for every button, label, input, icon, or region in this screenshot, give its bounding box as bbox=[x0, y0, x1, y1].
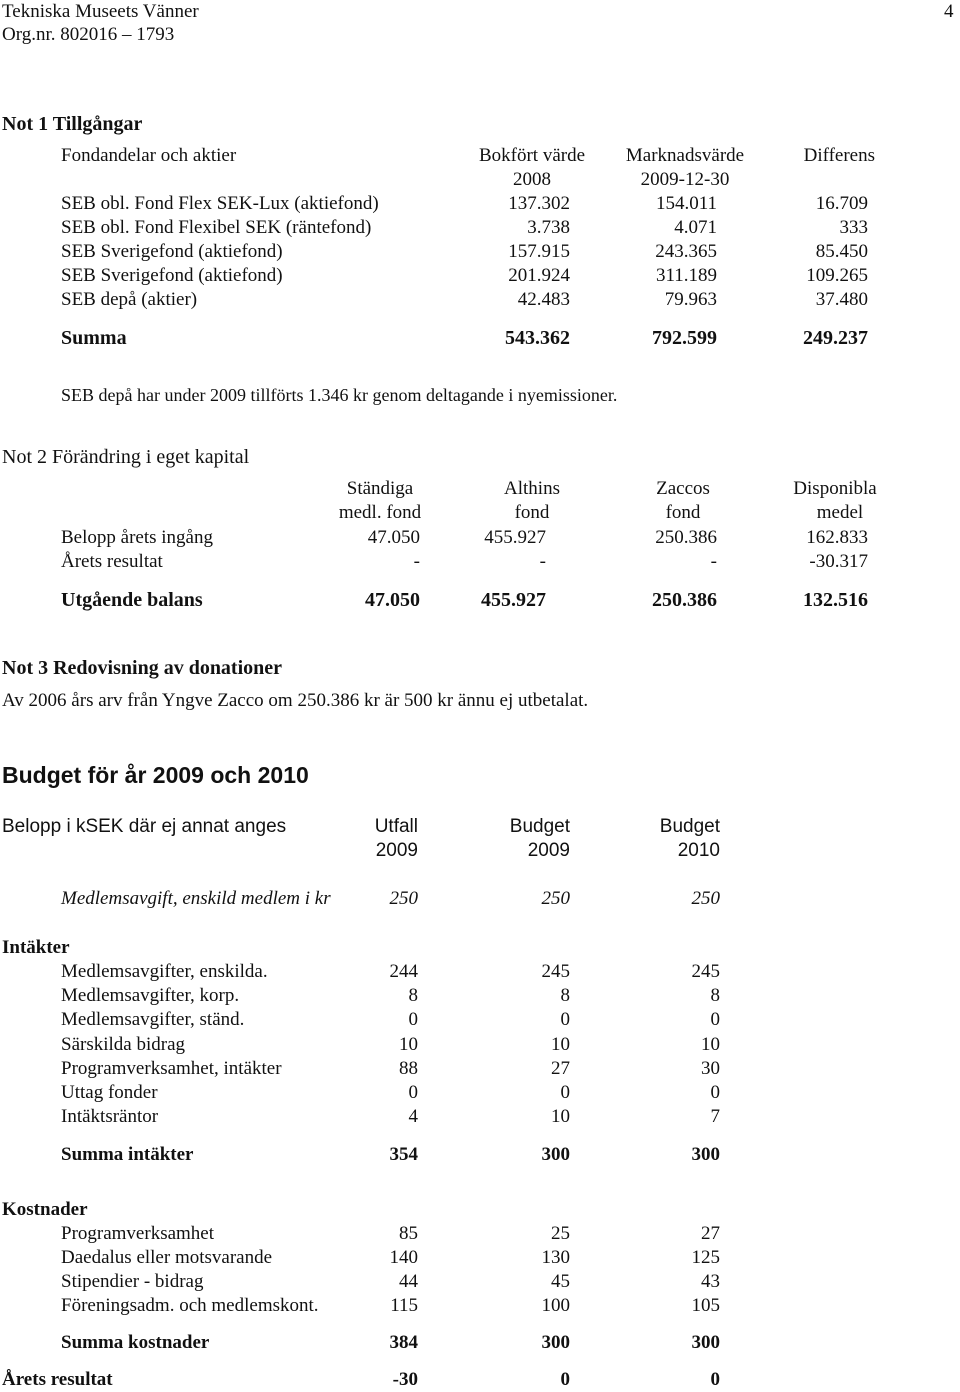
budget-income-sum-row bbox=[0, 1145, 960, 1167]
note2-row-resultat bbox=[0, 552, 960, 574]
note1-sum-book: 543.362 bbox=[505, 327, 570, 349]
note2-total-cell: 132.516 bbox=[803, 589, 868, 611]
budget-fee-cell: 250 bbox=[691, 888, 720, 909]
note1-row-diff: 85.450 bbox=[815, 241, 868, 262]
note2-cell: - bbox=[413, 551, 420, 572]
note1-sum-diff: 249.237 bbox=[803, 327, 868, 349]
budget-col-utfall: Utfall bbox=[374, 816, 418, 837]
budget-income-sum-cell: 300 bbox=[691, 1144, 720, 1165]
budget-cost-name: Programverksamhet bbox=[61, 1223, 215, 1244]
budget-cost-cell: 43 bbox=[701, 1271, 720, 1292]
note2-total-cell: 250.386 bbox=[652, 589, 717, 611]
note2-col-standiga-sub: medl. fond bbox=[338, 502, 422, 523]
budget-fee-row bbox=[0, 889, 960, 911]
budget-income-cell: 10 bbox=[551, 1106, 570, 1128]
budget-cost-row bbox=[0, 1248, 960, 1270]
note3-text: Av 2006 års arv från Yngve Zacco om 250.386 kr är 500 kr ännu ej utbetalat. bbox=[2, 690, 589, 711]
budget-income-name: Medlemsavgifter, enskilda. bbox=[61, 961, 268, 982]
note2-col-zaccos: Zaccos bbox=[656, 478, 710, 499]
budget-cost-name: Stipendier - bidrag bbox=[61, 1271, 204, 1292]
budget-income-cell: 30 bbox=[701, 1057, 720, 1079]
note1-row-name: SEB obl. Fond Flexibel SEK (räntefond) bbox=[61, 217, 372, 238]
note1-col-diff: Differens bbox=[803, 145, 875, 166]
note1-row bbox=[0, 218, 960, 240]
budget-cost-cell: 45 bbox=[551, 1271, 570, 1292]
budget-col-budget-2009: Budget bbox=[509, 816, 570, 837]
note2-col-standiga: Ständiga bbox=[346, 478, 414, 499]
note2-cell: - bbox=[539, 551, 546, 572]
note1-sum-row bbox=[0, 328, 960, 350]
note2-col-disponibla: Disponibla bbox=[793, 478, 877, 499]
note1-row-market: 243.365 bbox=[655, 241, 717, 262]
budget-cost-row bbox=[0, 1272, 960, 1294]
note1-footnote: SEB depå har under 2009 tillförts 1.346 kr genom deltagande i nyemissioner. bbox=[61, 385, 618, 405]
budget-cost-cell: 85 bbox=[399, 1223, 418, 1244]
note1-row bbox=[0, 290, 960, 312]
note2-col-disponibla-sub: medel bbox=[816, 502, 864, 523]
budget-income-cell: 10 bbox=[399, 1033, 418, 1055]
budget-cost-cell: 115 bbox=[390, 1295, 418, 1316]
budget-col-budget-2010: Budget bbox=[659, 816, 720, 837]
budget-income-row bbox=[0, 986, 960, 1008]
note2-header-row-2 bbox=[0, 503, 960, 525]
note2-total-cell: 47.050 bbox=[365, 589, 420, 611]
note1-row-name: SEB obl. Fond Flex SEK-Lux (aktiefond) bbox=[61, 193, 379, 214]
note1-col-label: Fondandelar och aktier bbox=[61, 145, 237, 166]
budget-cost-name: Daedalus eller motsvarande bbox=[61, 1247, 273, 1268]
budget-title: Budget för år 2009 och 2010 bbox=[2, 762, 309, 788]
budget-income-cell: 245 bbox=[691, 961, 720, 982]
budget-cost-sum-label: Summa kostnader bbox=[61, 1332, 210, 1353]
budget-col-utfall-year: 2009 bbox=[375, 840, 418, 861]
budget-income-cell: 8 bbox=[710, 985, 720, 1007]
note1-row-market: 79.963 bbox=[664, 289, 717, 310]
budget-income-cell: 8 bbox=[408, 985, 418, 1007]
note2-total-cell: 455.927 bbox=[481, 589, 546, 611]
budget-income-cell: 245 bbox=[541, 961, 570, 982]
note1-row-name: SEB Sverigefond (aktiefond) bbox=[61, 265, 283, 286]
note2-cell: 455.927 bbox=[484, 527, 546, 548]
budget-cost-sum-cell: 300 bbox=[691, 1332, 720, 1353]
org-number: Org.nr. 802016 – 1793 bbox=[2, 24, 175, 45]
note2-header-row-1 bbox=[0, 479, 960, 501]
note2-total-row bbox=[0, 590, 960, 612]
budget-cost-title: Kostnader bbox=[2, 1199, 88, 1220]
note2-row-label: Årets resultat bbox=[61, 551, 163, 572]
note2-cell: 162.833 bbox=[806, 527, 868, 548]
budget-income-name: Programverksamhet, intäkter bbox=[61, 1057, 282, 1079]
note3-title: Not 3 Redovisning av donationer bbox=[2, 657, 283, 679]
budget-income-sum-label: Summa intäkter bbox=[61, 1144, 194, 1165]
budget-cost-cell: 25 bbox=[551, 1223, 570, 1244]
budget-income-name: Medlemsavgifter, ständ. bbox=[61, 1009, 245, 1031]
budget-col-budget-2009-year: 2009 bbox=[527, 840, 570, 861]
note1-col-book-year: 2008 bbox=[513, 169, 551, 190]
org-name: Tekniska Museets Vänner bbox=[2, 1, 199, 22]
note2-cell: 250.386 bbox=[655, 527, 717, 548]
budget-result-cell: -30 bbox=[392, 1369, 418, 1390]
note2-total-label: Utgående balans bbox=[61, 589, 203, 611]
budget-cost-cell: 140 bbox=[389, 1247, 418, 1268]
budget-col-budget-2010-year: 2010 bbox=[677, 840, 720, 861]
budget-fee-cell: 250 bbox=[389, 888, 418, 909]
budget-income-row bbox=[0, 1059, 960, 1081]
budget-income-sum-cell: 354 bbox=[389, 1144, 418, 1165]
note1-row-book: 42.483 bbox=[517, 289, 570, 310]
budget-income-cell: 0 bbox=[710, 1009, 720, 1031]
budget-header-row-2 bbox=[0, 841, 960, 863]
budget-income-row bbox=[0, 1083, 960, 1105]
note1-row-diff: 333 bbox=[839, 217, 868, 238]
budget-result-cell: 0 bbox=[710, 1369, 720, 1390]
page-number: 4 bbox=[944, 1, 954, 22]
note1-row bbox=[0, 194, 960, 216]
note2-title: Not 2 Förändring i eget kapital bbox=[2, 446, 250, 468]
note2-cell: -30.317 bbox=[809, 551, 868, 572]
note1-row-book: 201.924 bbox=[508, 265, 570, 286]
note2-col-althins: Althins bbox=[504, 478, 560, 499]
budget-income-row bbox=[0, 1010, 960, 1032]
note1-sum-label: Summa bbox=[61, 327, 127, 349]
budget-cost-cell: 125 bbox=[691, 1247, 720, 1268]
note1-header-row-1 bbox=[0, 146, 960, 168]
budget-income-name: Särskilda bidrag bbox=[61, 1033, 186, 1055]
budget-fee-label: Medlemsavgift, enskild medlem i kr bbox=[61, 888, 331, 909]
budget-income-cell: 4 bbox=[408, 1106, 418, 1128]
budget-cost-row bbox=[0, 1224, 960, 1246]
budget-cost-sum-cell: 300 bbox=[541, 1332, 570, 1353]
note1-row bbox=[0, 266, 960, 288]
budget-cost-name: Föreningsadm. och medlemskont. bbox=[61, 1295, 319, 1316]
budget-income-cell: 7 bbox=[710, 1106, 720, 1128]
budget-cost-cell: 100 bbox=[541, 1295, 570, 1316]
budget-income-cell: 0 bbox=[560, 1082, 570, 1103]
note1-row bbox=[0, 242, 960, 264]
note1-row-diff: 109.265 bbox=[806, 265, 868, 286]
budget-income-name: Medlemsavgifter, korp. bbox=[61, 985, 240, 1007]
note1-row-book: 137.302 bbox=[508, 193, 570, 214]
budget-income-name: Uttag fonder bbox=[61, 1082, 158, 1103]
note1-header-row-2 bbox=[0, 170, 960, 192]
note1-row-market: 4.071 bbox=[674, 217, 717, 238]
budget-income-cell: 10 bbox=[701, 1033, 720, 1055]
note1-col-market: Marknadsvärde bbox=[625, 145, 745, 166]
budget-income-row bbox=[0, 1107, 960, 1129]
budget-header-row-1 bbox=[0, 817, 960, 839]
budget-result-label: Årets resultat bbox=[2, 1369, 113, 1390]
note2-cell: 47.050 bbox=[367, 527, 420, 548]
budget-income-row bbox=[0, 1035, 960, 1057]
budget-income-cell: 244 bbox=[389, 961, 418, 982]
note1-row-market: 311.189 bbox=[655, 265, 717, 286]
note1-col-market-date: 2009-12-30 bbox=[640, 169, 730, 190]
budget-income-cell: 0 bbox=[408, 1082, 418, 1103]
budget-income-cell: 0 bbox=[710, 1082, 720, 1103]
budget-income-cell: 27 bbox=[551, 1057, 570, 1079]
budget-income-cell: 88 bbox=[399, 1057, 418, 1079]
note1-row-book: 3.738 bbox=[527, 217, 570, 238]
budget-fee-cell: 250 bbox=[541, 888, 570, 909]
budget-header-label: Belopp i kSEK där ej annat anges bbox=[2, 816, 287, 837]
note1-title: Not 1 Tillgångar bbox=[2, 113, 143, 135]
note2-col-zaccos-sub: fond bbox=[665, 502, 701, 523]
note1-sum-market: 792.599 bbox=[652, 327, 717, 349]
note1-row-book: 157.915 bbox=[508, 241, 570, 262]
note2-row-label: Belopp årets ingång bbox=[61, 527, 213, 548]
budget-cost-cell: 44 bbox=[399, 1271, 418, 1292]
budget-income-title: Intäkter bbox=[2, 937, 70, 958]
budget-income-name: Intäktsräntor bbox=[61, 1106, 159, 1128]
budget-cost-cell: 130 bbox=[541, 1247, 570, 1268]
budget-income-cell: 8 bbox=[560, 985, 570, 1007]
note1-row-market: 154.011 bbox=[655, 193, 717, 214]
budget-cost-sum-row bbox=[0, 1333, 960, 1355]
budget-income-row bbox=[0, 962, 960, 984]
budget-income-cell: 0 bbox=[560, 1009, 570, 1031]
note2-row-ingang bbox=[0, 528, 960, 550]
note1-row-name: SEB Sverigefond (aktiefond) bbox=[61, 241, 283, 262]
note1-row-diff: 16.709 bbox=[815, 193, 868, 214]
budget-result-row bbox=[0, 1370, 960, 1392]
budget-cost-cell: 27 bbox=[701, 1223, 720, 1244]
budget-cost-row bbox=[0, 1296, 960, 1318]
budget-cost-cell: 105 bbox=[691, 1295, 720, 1316]
budget-income-sum-cell: 300 bbox=[541, 1144, 570, 1165]
budget-income-cell: 0 bbox=[408, 1009, 418, 1031]
note2-col-althins-sub: fond bbox=[514, 502, 550, 523]
note1-col-book: Bokfört värde bbox=[478, 145, 586, 166]
note1-row-name: SEB depå (aktier) bbox=[61, 289, 198, 310]
note2-cell: - bbox=[710, 551, 717, 572]
note1-row-diff: 37.480 bbox=[815, 289, 868, 310]
budget-result-cell: 0 bbox=[560, 1369, 570, 1390]
budget-income-cell: 10 bbox=[551, 1033, 570, 1055]
budget-cost-sum-cell: 384 bbox=[389, 1332, 418, 1353]
